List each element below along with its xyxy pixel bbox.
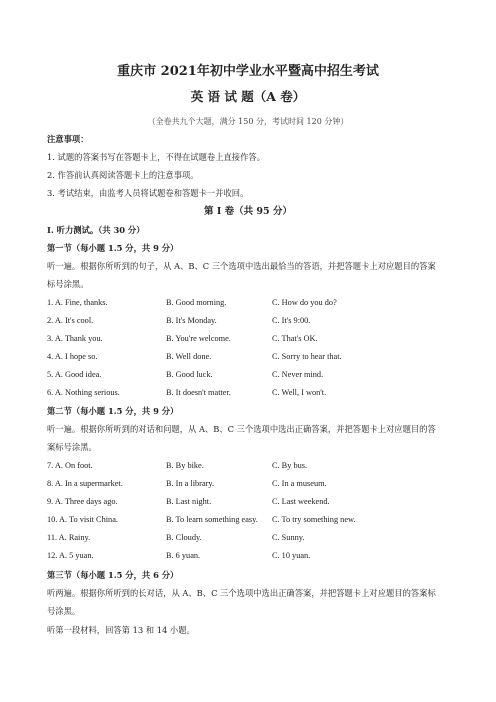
option-a: 3. A. Thank you. [47,334,103,343]
option-a: 8. A. In a supermarket. [47,479,123,488]
option-b: B. Good morning. [166,298,227,307]
notes-heading: 注意事项： [47,134,89,144]
option-b: B. Cloudy. [166,533,202,542]
option-c: C. Well, I won't. [272,388,327,397]
option-b: B. 6 yuan. [166,551,201,560]
section-instruction: 案标号涂黑。 [47,442,97,452]
exam-title: 重庆市 2021年初中学业水平暨高中招生考试 [117,64,379,79]
listening-material-note: 听第一段材料，回答第 13 和 14 小题。 [47,625,195,635]
question-row [0,533,496,545]
option-a: 10. A. To visit China. [47,515,118,524]
question-row [0,479,496,491]
section-heading: 第三节（每小题 1.5 分，共 6 分） [47,570,179,580]
exam-info: （全卷共九个大题，满分 150 分，考试时间 120 分钟） [147,117,349,126]
option-a: 9. A. Three days ago. [47,497,118,506]
option-c: C. Last weekend. [272,497,330,506]
question-row [0,352,496,364]
option-b: B. It's Monday. [166,316,217,325]
section-instruction: 号涂黑。 [47,606,81,616]
question-row [0,551,496,563]
option-b: B. To learn something easy. [166,515,258,524]
note-item: 2. 作答前认真阅读答题卡上的注意事项。 [47,170,199,180]
option-c: C. That's OK. [272,334,318,343]
option-c: C. 10 yuan. [272,551,311,560]
option-b: B. In a library. [166,479,215,488]
question-row [0,497,496,509]
option-c: C. To try something new. [272,515,356,524]
question-row [0,515,496,527]
option-b: B. You're welcome. [166,334,231,343]
question-row [0,298,496,310]
option-c: C. In a museum. [272,479,327,488]
option-c: C. Sorry to hear that. [272,352,342,361]
question-row [0,388,496,400]
question-row [0,461,496,473]
part-heading: I. 听力测试。（共 30 分） [47,225,145,235]
question-row [0,316,496,328]
option-a: 7. A. On foot. [47,461,93,470]
option-a: 5. A. Good idea. [47,370,102,379]
option-b: B. Good luck. [166,370,213,379]
option-a: 1. A. Fine, thanks. [47,298,108,307]
option-c: C. By bus. [272,461,308,470]
option-a: 2. A. It's cool. [47,316,94,325]
option-c: C. How do you do? [272,298,337,307]
note-item: 1. 试题的答案书写在答题卡上，不得在试题卷上直接作答。 [47,152,265,162]
exam-subtitle: 英 语 试 题（A 卷） [190,89,306,104]
option-b: B. By bike. [166,461,204,470]
section-instruction: 听一遍。根据你所听到的对话和问题，从 A、B、C 三个选项中选出正确答案，并把答题卡上对应题目的答 [47,424,436,434]
question-row [0,370,496,382]
option-a: 4. A. I hope so. [47,352,98,361]
option-a: 11. A. Rainy. [47,533,91,542]
option-b: B. Well done. [166,352,212,361]
option-b: B. It doesn't matter. [166,388,231,397]
note-item: 3. 考试结束，由监考人员将试题卷和答题卡一并收回。 [47,188,249,198]
volume-heading: 第 I 卷（共 95 分） [204,206,292,217]
option-c: C. It's 9:00. [272,316,311,325]
option-b: B. Last night. [166,497,212,506]
option-a: 6. A. Nothing serious. [47,388,120,397]
option-a: 12. A. 5 yuan. [47,551,94,560]
section-instruction: 听两遍。根据你所听到的长对话，从 A、B、C 三个选项中选出正确答案，并把答题卡上对应题目的答案标 [47,588,436,598]
option-c: C. Sunny. [272,533,305,542]
section-heading: 第一节（每小题 1.5 分，共 9 分） [47,243,179,253]
option-c: C. Never mind. [272,370,324,379]
section-instruction: 听一遍。根据你所听到的句子，从 A、B、C 三个选项中选出最恰当的答语，并把答题卡上对应题目的答案 [47,261,436,271]
section-heading: 第二节（每小题 1.5 分，共 9 分） [47,406,179,416]
section-instruction: 标号涂黑。 [47,279,89,289]
question-row [0,334,496,346]
